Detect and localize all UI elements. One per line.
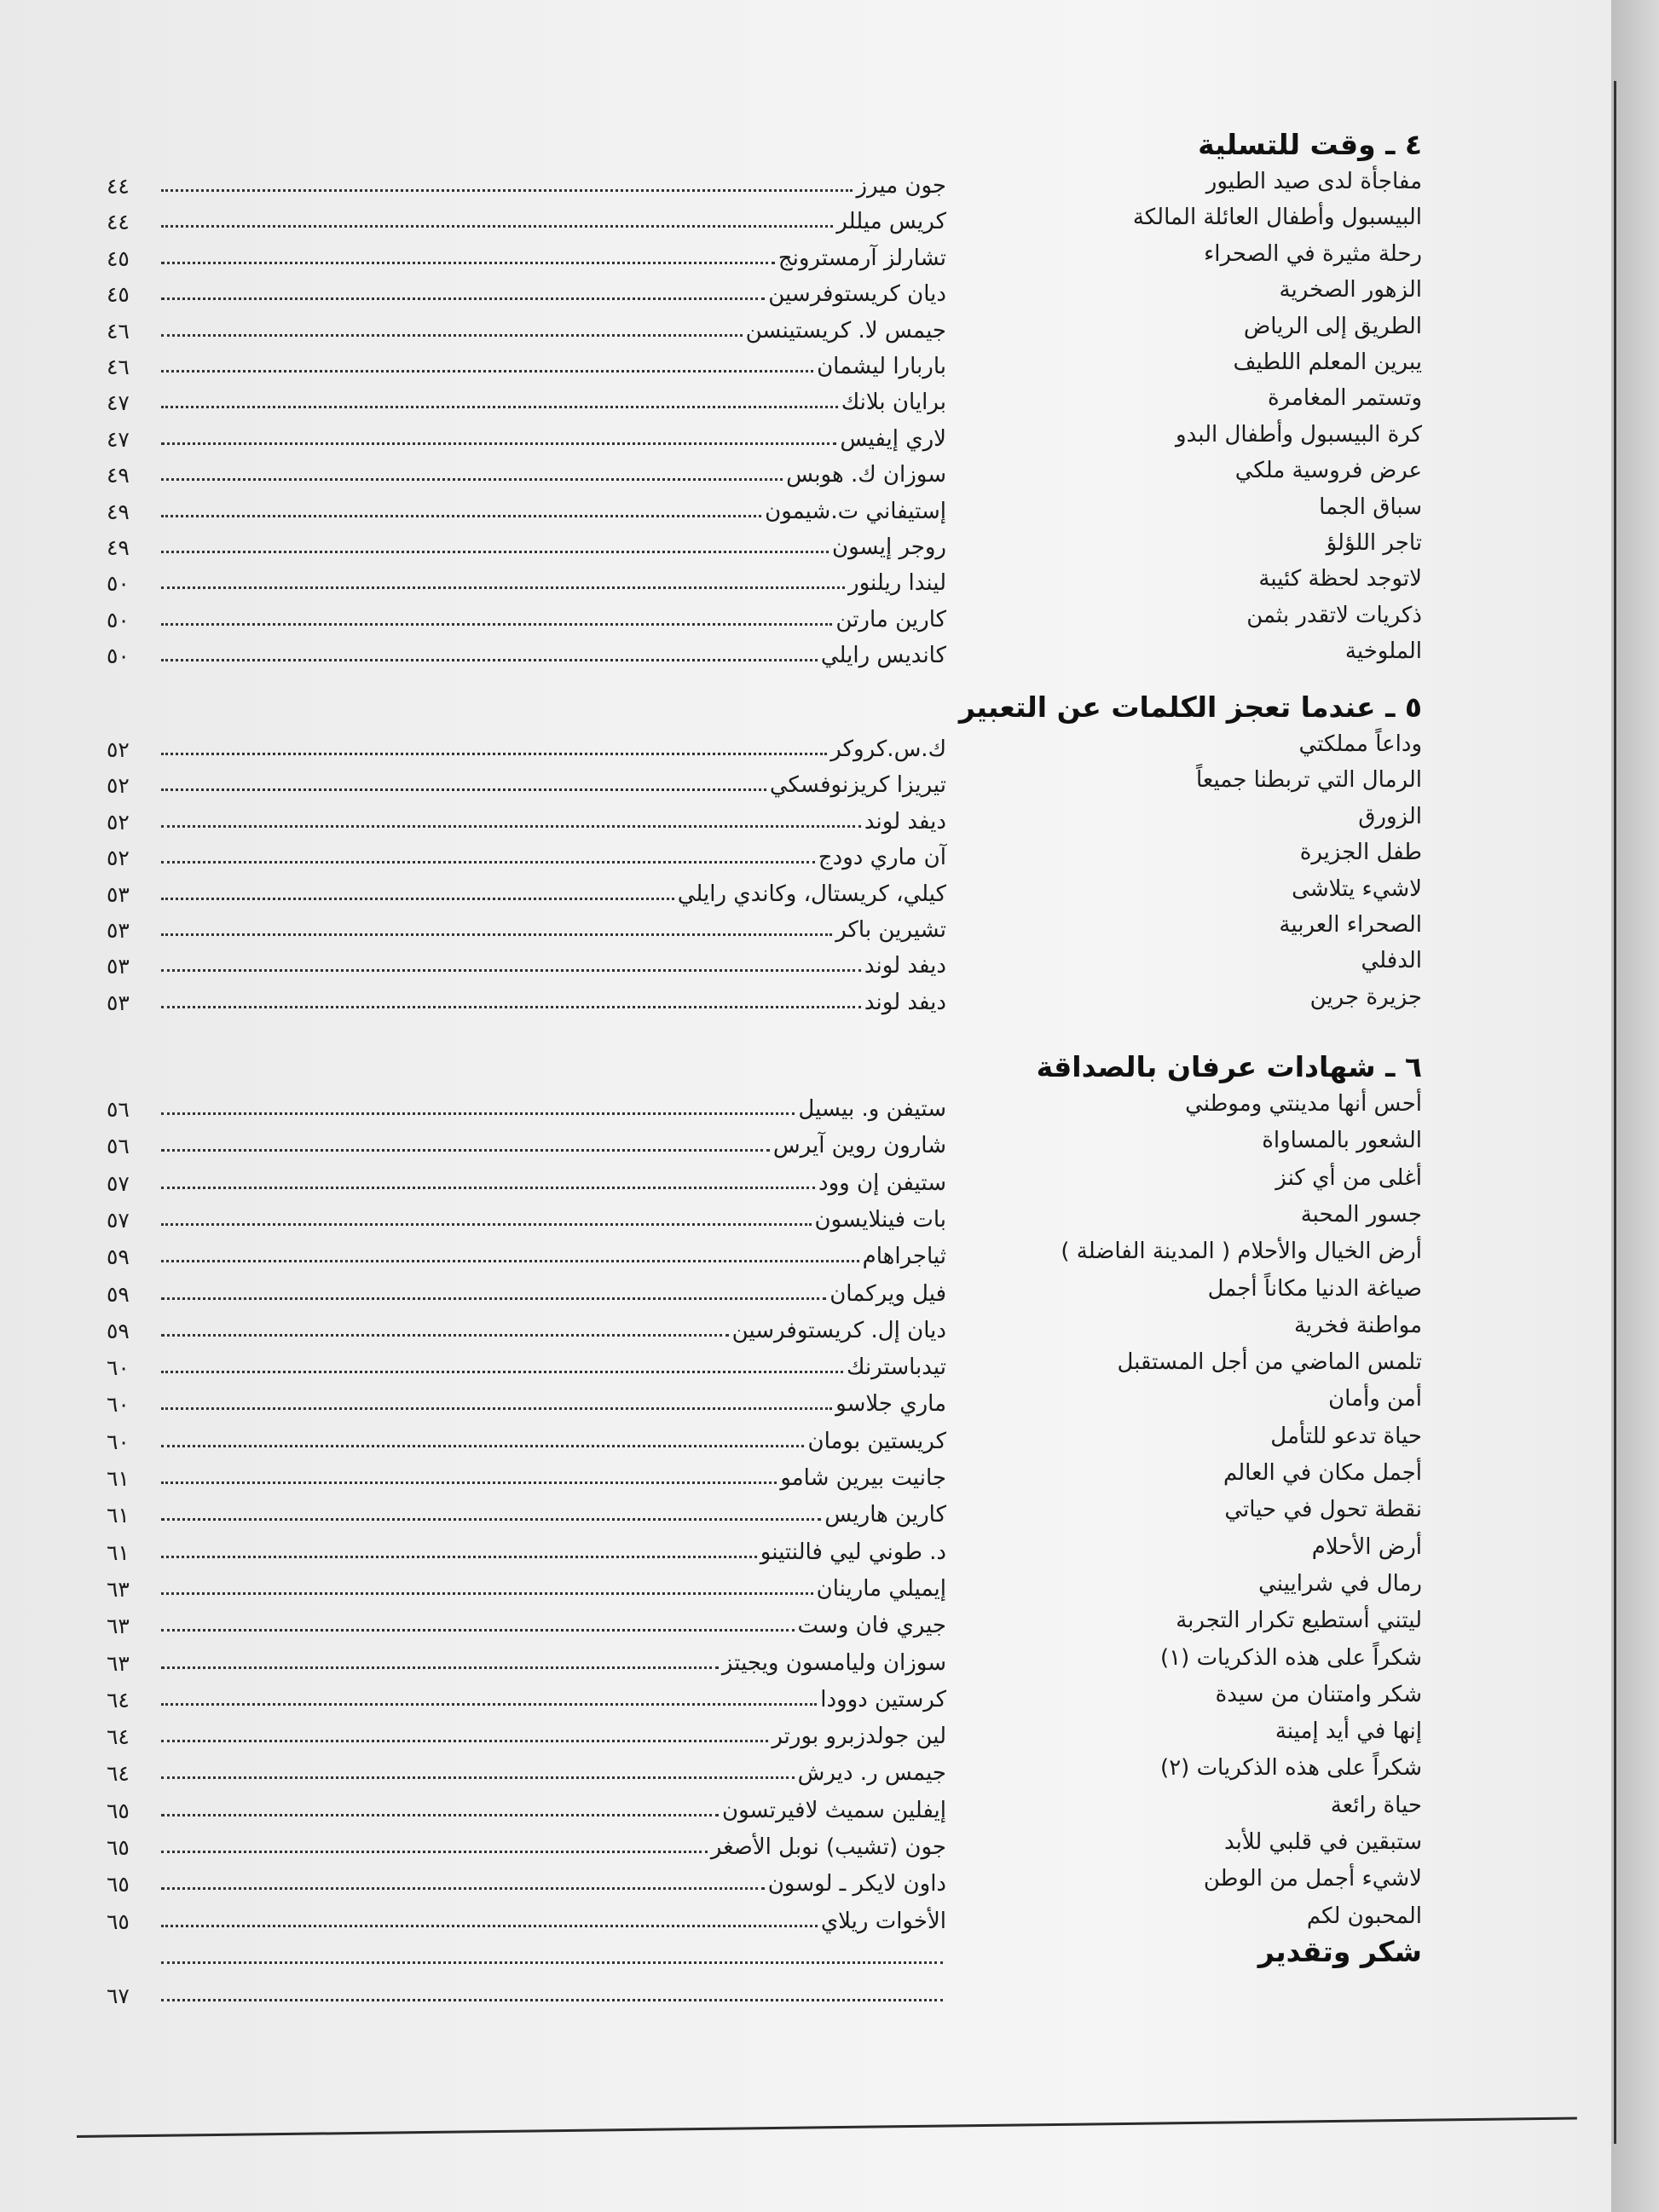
entry-title: الزورق xyxy=(1358,803,1422,829)
author-entry xyxy=(107,1422,946,1454)
dot-leader xyxy=(161,1925,818,1927)
author-name: د. طوني ليي فالنتينو xyxy=(760,1539,946,1565)
dot-leader xyxy=(161,659,818,661)
author-name: ستيفن و. بيسيل xyxy=(798,1096,946,1122)
entry-title: نقطة تحول في حياتي xyxy=(1224,1497,1422,1523)
author-name: تشارلز آرمسترونج xyxy=(777,245,946,271)
dot-leader xyxy=(161,623,832,626)
author-name: ستيفن إن وود xyxy=(818,1170,946,1196)
author-entry xyxy=(107,875,946,907)
entry-title: إنها في أيد إمينة xyxy=(1275,1718,1422,1745)
author-entry xyxy=(107,1274,946,1307)
page-number: ٥٩ xyxy=(107,1245,130,1270)
author-entry xyxy=(107,1311,946,1343)
page-number: ٦٧ xyxy=(107,1983,130,2008)
closing-entry xyxy=(107,1976,946,2008)
entry-title: سباق الجما xyxy=(1319,494,1422,520)
dot-leader xyxy=(161,1703,817,1706)
author-entry xyxy=(107,202,946,234)
dot-leader xyxy=(161,406,838,408)
entry-title: حياة رائعة xyxy=(1330,1792,1422,1818)
author-entry xyxy=(107,347,946,379)
closing-title: شكر وتقدير xyxy=(1257,1934,1422,1968)
dot-leader xyxy=(161,189,853,192)
page-number: ٥٠ xyxy=(107,607,130,632)
author-name: كارين مارتن xyxy=(835,606,946,632)
dot-leader xyxy=(161,969,861,972)
page-number: ٦٠ xyxy=(107,1429,130,1454)
author-entry xyxy=(107,528,946,560)
author-name: بات فينلايسون xyxy=(814,1206,946,1233)
author-entry xyxy=(107,838,946,870)
page-number: ٥٢ xyxy=(107,773,130,799)
page-number: ٦٠ xyxy=(107,1355,130,1381)
author-entry xyxy=(107,419,946,452)
dot-leader xyxy=(161,1481,777,1484)
author-name: جون ميرز xyxy=(856,173,946,199)
author-entry xyxy=(107,166,946,199)
author-entry xyxy=(107,1569,946,1602)
entry-title: كرة البيسبول وأطفال البدو xyxy=(1176,421,1422,448)
page-number: ٦٣ xyxy=(107,1650,130,1676)
page-number: ٦٤ xyxy=(107,1724,130,1750)
page-number: ٥٦ xyxy=(107,1134,130,1159)
entry-title: شكراً على هذه الذكريات (١) xyxy=(1160,1644,1422,1671)
author-entry xyxy=(107,636,946,668)
author-name: ثياجراهام xyxy=(862,1244,946,1270)
page-number: ٤٩ xyxy=(107,535,130,560)
author-name: تشيرين باكر xyxy=(835,917,946,943)
author-name: آن ماري دودج xyxy=(818,845,946,871)
entry-title: البيسبول وأطفال العائلة المالكة xyxy=(1132,205,1422,231)
page-number: ٥٢ xyxy=(107,737,130,762)
dot-leader xyxy=(161,1776,795,1779)
entry-title: عرض فروسية ملكي xyxy=(1234,458,1422,484)
dot-leader-row xyxy=(107,1938,946,1971)
dot-leader xyxy=(161,1334,729,1337)
author-name: روجر إيسون xyxy=(832,534,946,560)
page-number: ٤٧ xyxy=(107,390,130,416)
dot-leader xyxy=(161,861,815,863)
page-number: ٦٠ xyxy=(107,1392,130,1418)
author-entry xyxy=(107,1717,946,1749)
page-number: ٥٢ xyxy=(107,846,130,871)
author-entry xyxy=(107,274,946,307)
author-entry xyxy=(107,600,946,632)
author-name: جيمس ر. ديرش xyxy=(797,1760,946,1787)
page-number: ٤٩ xyxy=(107,499,130,524)
dot-leader xyxy=(161,1445,804,1447)
author-entry xyxy=(107,983,946,1015)
author-name: ك.س.كروكر xyxy=(830,736,946,762)
author-entry xyxy=(107,910,946,943)
author-entry xyxy=(107,1864,946,1897)
author-entry xyxy=(107,1348,946,1380)
page-number: ٥٦ xyxy=(107,1097,130,1122)
author-name: إيميلي مارينان xyxy=(816,1575,946,1602)
author-entry xyxy=(107,1237,946,1269)
page-number: ٤٦ xyxy=(107,355,130,379)
page-number: ٦٣ xyxy=(107,1576,130,1602)
author-entry xyxy=(107,1902,946,1934)
page-number: ٥٢ xyxy=(107,809,130,835)
dot-leader xyxy=(161,1149,770,1152)
dot-leader xyxy=(161,1814,719,1816)
spine-line xyxy=(1614,81,1616,2144)
entry-title: أغلى من أي كنز xyxy=(1275,1164,1422,1191)
dot-leader xyxy=(161,1887,765,1890)
author-entry xyxy=(107,730,946,762)
dot-leader xyxy=(161,515,761,517)
dot-leader xyxy=(161,551,829,553)
entry-title: الرمال التي تربطنا جميعاً xyxy=(1195,767,1422,794)
page-number: ٥٣ xyxy=(107,954,130,979)
author-name: ليندا ريلنور xyxy=(848,570,946,597)
entry-title: رحلة مثيرة في الصحراء xyxy=(1204,240,1422,267)
author-name: ماري جلاسو xyxy=(835,1391,946,1418)
dot-leader xyxy=(161,442,836,445)
author-entry xyxy=(107,311,946,344)
page-number: ٦٣ xyxy=(107,1614,130,1639)
page-number: ٤٤ xyxy=(107,174,130,199)
author-name: برايان بلانك xyxy=(841,390,946,416)
entry-title: الصحراء العربية xyxy=(1279,912,1422,938)
author-name: لاري إيفيس xyxy=(840,425,946,452)
dot-leader xyxy=(161,1961,943,1964)
entry-title: شكر وامتنان من سيدة xyxy=(1215,1681,1422,1707)
author-name: كانديس رايلي xyxy=(820,643,946,669)
dot-leader xyxy=(161,1006,861,1008)
page-number: ٥٣ xyxy=(107,990,130,1015)
author-name: باربارا ليشمان xyxy=(817,354,946,379)
page-number: ٦٥ xyxy=(107,1835,130,1860)
dot-leader xyxy=(161,334,743,337)
author-entry xyxy=(107,1828,946,1860)
page-number: ٦٥ xyxy=(107,1798,130,1823)
entry-title: تلمس الماضي من أجل المستقبل xyxy=(1117,1349,1422,1376)
author-entry xyxy=(107,1458,946,1491)
page-number: ٥٩ xyxy=(107,1281,130,1307)
dot-leader xyxy=(161,1629,795,1632)
entry-title: المحبون لكم xyxy=(1306,1903,1422,1929)
page-number: ٥٧ xyxy=(107,1170,130,1196)
entry-title: لاشيء أجمل من الوطن xyxy=(1203,1866,1422,1892)
entry-title: ذكريات لاتقدر بثمن xyxy=(1246,602,1422,628)
entry-title: لاشيء يتلاشى xyxy=(1292,875,1422,902)
author-name: ديفد لوند xyxy=(864,953,946,979)
author-entry xyxy=(107,1791,946,1823)
entry-title: مفاجأة لدى صيد الطيور xyxy=(1205,169,1422,194)
page-number: ٦٥ xyxy=(107,1872,130,1897)
author-name: جانيت بيرين شامو xyxy=(780,1465,946,1491)
author-name: ديان إل. كريستوفرسين xyxy=(731,1317,946,1343)
entry-title: يبرين المعلم اللطيف xyxy=(1233,349,1422,375)
dot-leader xyxy=(161,1851,708,1853)
author-name: إيفلين سميث لافيرتسون xyxy=(722,1797,946,1823)
dot-leader xyxy=(161,898,674,900)
author-name: فيل ويركمان xyxy=(830,1280,946,1307)
author-name: كارين هاريس xyxy=(824,1502,946,1528)
entry-title: صياغة الدنيا مكاناً أجمل xyxy=(1207,1275,1422,1302)
section-title: ٤ ـ وقت للتسلية xyxy=(1198,128,1422,161)
author-name: كيلي، كريستال، وكاندي رايلي xyxy=(677,881,946,907)
dot-leader xyxy=(161,788,766,791)
dot-leader xyxy=(161,1407,832,1410)
dot-leader xyxy=(161,1740,768,1742)
page-number: ٤٧ xyxy=(107,426,130,452)
page-number: ٥٧ xyxy=(107,1207,130,1233)
author-entry xyxy=(107,1384,946,1417)
author-entry xyxy=(107,383,946,415)
page-number: ٤٥ xyxy=(107,282,130,308)
author-entry xyxy=(107,563,946,596)
entry-title: مواطنة فخرية xyxy=(1293,1312,1422,1338)
entry-title: حياة تدعو للتأمل xyxy=(1270,1423,1422,1449)
entry-title: رمال في شراييني xyxy=(1258,1570,1422,1597)
page-number: ٤٥ xyxy=(107,245,130,271)
page-number: ٤٦ xyxy=(107,318,130,344)
entry-title: الزهور الصخرية xyxy=(1279,277,1422,303)
entry-title: طفل الجزيرة xyxy=(1299,840,1422,866)
author-entry xyxy=(107,1200,946,1233)
dot-leader xyxy=(161,1999,943,2001)
dot-leader xyxy=(161,297,765,300)
author-name: جون (تشيب) نوبل الأصغر xyxy=(710,1834,946,1860)
entry-title: تاجر اللؤلؤ xyxy=(1326,530,1422,556)
author-name: تيريزا كريزنوفسكي xyxy=(769,772,946,799)
dot-leader xyxy=(161,1556,757,1558)
entry-title: أحس أنها مدينتي وموطني xyxy=(1185,1091,1422,1117)
author-entry xyxy=(107,1680,946,1712)
page-number: ٥٣ xyxy=(107,881,130,907)
entry-title: أرض الخيال والأحلام ( المدينة الفاضلة ) xyxy=(1061,1239,1422,1265)
author-name: كرستين دوودا xyxy=(820,1686,946,1712)
page-number: ٥٩ xyxy=(107,1318,130,1343)
page-number: ٦٥ xyxy=(107,1909,130,1934)
page-number: ٥٠ xyxy=(107,571,130,597)
dot-leader xyxy=(161,1371,843,1373)
author-name: كريس ميللر xyxy=(836,209,946,235)
entry-title: شكراً على هذه الذكريات (٢) xyxy=(1160,1755,1422,1782)
author-name: إستيفاني ت.شيمون xyxy=(765,498,946,524)
page-number: ٦٤ xyxy=(107,1761,130,1787)
dot-leader xyxy=(161,1260,859,1262)
author-name: سوزان وليامسون ويجيتز xyxy=(721,1649,946,1676)
entry-title: أمن وأمان xyxy=(1328,1386,1422,1412)
entry-title: الدفلي xyxy=(1361,948,1422,974)
author-entry xyxy=(107,455,946,488)
author-entry xyxy=(107,1495,946,1528)
entry-title: وتستمر المغامرة xyxy=(1267,385,1422,412)
dot-leader xyxy=(161,225,833,228)
dot-leader xyxy=(161,1297,826,1300)
section-title: ٦ ـ شهادات عرفان بالصداقة xyxy=(1036,1050,1422,1083)
dot-leader xyxy=(161,753,827,755)
author-name: لين جولدزبرو بورتر xyxy=(772,1724,946,1750)
entry-title: ليتني أستطيع تكرار التجربة xyxy=(1176,1608,1422,1634)
entry-title: الملوخية xyxy=(1344,638,1422,665)
page-edge xyxy=(1611,0,1659,2212)
page-number: ٦١ xyxy=(107,1466,130,1491)
dot-leader xyxy=(161,586,845,589)
author-entry xyxy=(107,946,946,979)
author-entry xyxy=(107,239,946,271)
author-name: تيدباسترنك xyxy=(846,1354,946,1381)
author-name: جيري فان وست xyxy=(797,1613,946,1639)
entry-title: أرض الأحلام xyxy=(1311,1533,1422,1560)
author-entry xyxy=(107,1606,946,1638)
page-number: ٤٤ xyxy=(107,210,130,235)
entry-title: الطريق إلى الرياض xyxy=(1243,313,1422,339)
dot-leader xyxy=(161,1112,795,1115)
author-entry xyxy=(107,492,946,524)
dot-leader xyxy=(161,933,832,936)
page-number: ٥٠ xyxy=(107,644,130,669)
author-entry xyxy=(107,765,946,798)
dot-leader xyxy=(161,1223,812,1226)
author-name: الأخوات ريلاي xyxy=(820,1908,946,1934)
entry-title: جسور المحبة xyxy=(1300,1201,1422,1227)
author-entry xyxy=(107,1126,946,1158)
entry-title: جزيرة جرين xyxy=(1309,984,1422,1010)
author-name: داون لايكر ـ لوسون xyxy=(767,1871,946,1897)
author-entry xyxy=(107,1533,946,1565)
author-name: ديفد لوند xyxy=(864,808,946,835)
entry-title: ستبقين في قلبي للأبد xyxy=(1223,1829,1422,1855)
author-name: سوزان ك. هوبس xyxy=(786,462,946,488)
author-entry xyxy=(107,1753,946,1786)
page-number: ٦١ xyxy=(107,1539,130,1565)
author-name: شارون روين آيرس xyxy=(772,1133,946,1159)
page-number: ٦٤ xyxy=(107,1687,130,1712)
dot-leader xyxy=(161,1666,719,1669)
dot-leader xyxy=(161,370,813,373)
entry-title: الشعور بالمساواة xyxy=(1262,1128,1422,1154)
dot-leader xyxy=(161,262,775,264)
page-number: ٦١ xyxy=(107,1503,130,1528)
author-name: جيمس لا. كريستينسن xyxy=(745,317,946,344)
author-name: ديان كريستوفرسين xyxy=(768,281,946,308)
dot-leader xyxy=(161,825,861,828)
author-entry xyxy=(107,1643,946,1676)
dot-leader xyxy=(161,1592,813,1595)
entry-title: وداعاً مملكتي xyxy=(1298,731,1422,757)
author-name: ديفد لوند xyxy=(864,989,946,1015)
section-title: ٥ ـ عندما تعجز الكلمات عن التعبير xyxy=(958,690,1422,724)
dot-leader xyxy=(161,1187,815,1189)
author-entry xyxy=(107,1089,946,1122)
page-number: ٤٩ xyxy=(107,463,130,488)
author-name: كريستين بومان xyxy=(807,1428,946,1454)
author-entry xyxy=(107,802,946,835)
entry-title: أجمل مكان في العالم xyxy=(1223,1460,1422,1486)
dot-leader xyxy=(161,478,783,481)
entry-title: لاتوجد لحظة كئيبة xyxy=(1258,566,1422,592)
page-number: ٥٣ xyxy=(107,918,130,943)
dot-leader xyxy=(161,1518,821,1521)
author-entry xyxy=(107,1164,946,1196)
